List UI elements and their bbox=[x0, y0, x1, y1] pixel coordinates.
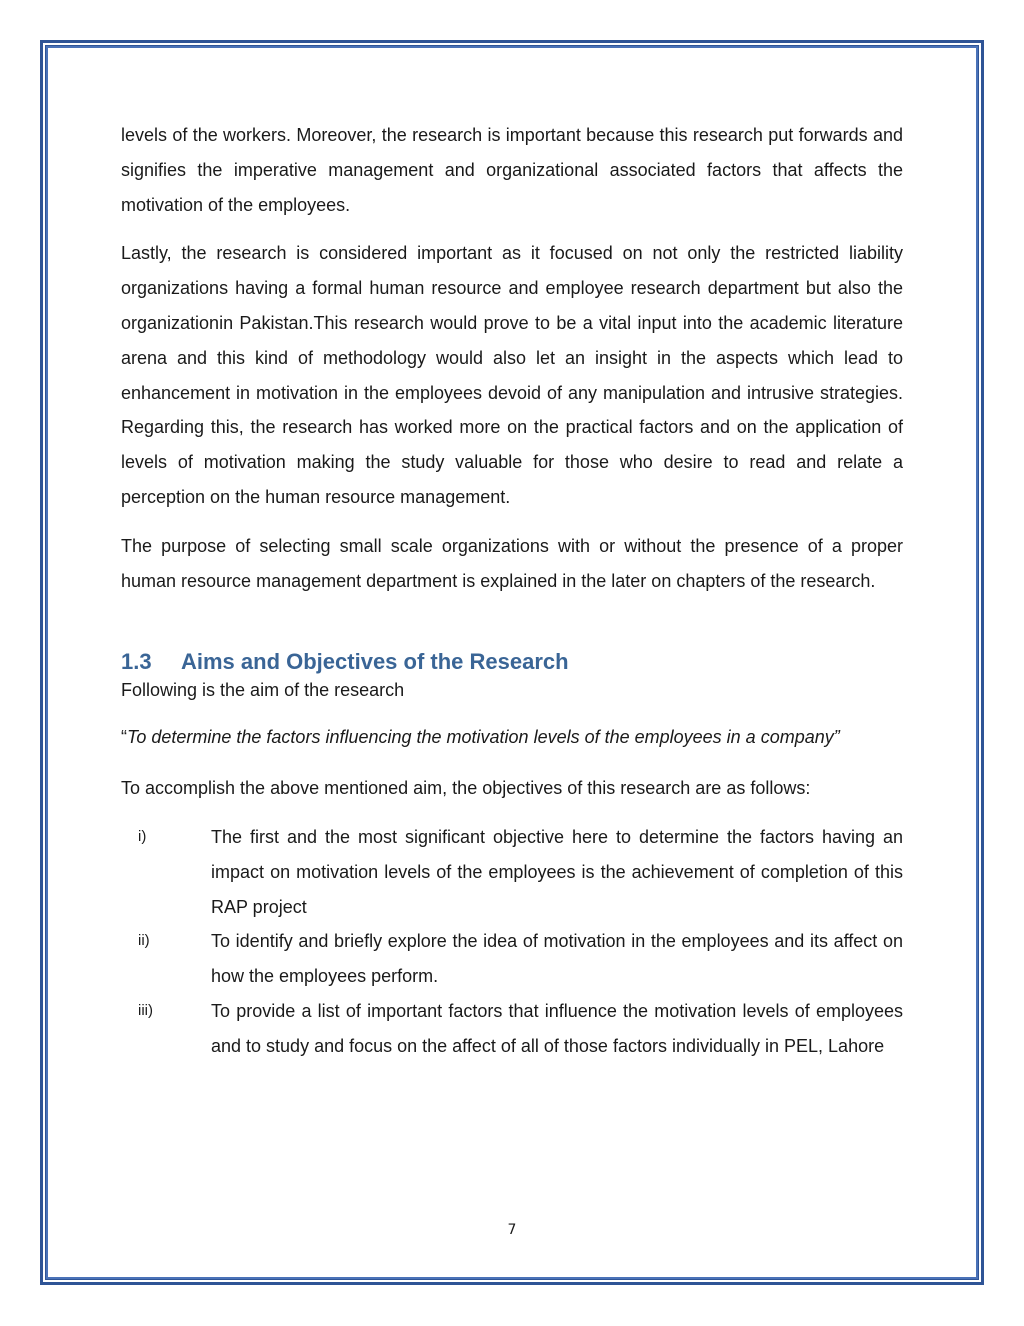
section-lead: Following is the aim of the research bbox=[121, 680, 405, 701]
objective-text: To provide a list of important factors that influence the motivation levels of employees and to study and focus on the affect of all of those factors individually in PEL, Lahore bbox=[211, 1000, 903, 1056]
aim-text: To determine the factors influencing the motivation levels of the employees in a company” bbox=[127, 727, 840, 748]
aim-statement bbox=[121, 720, 903, 755]
objective-numeral: iii) bbox=[138, 1001, 153, 1019]
objective-item bbox=[121, 994, 903, 1064]
paragraph-2: Lastly, the research is considered important as it focused on not only the restricted liability organizations having a formal human resource and employee research department but also the organizationin Pakistan.This research would prove to be a vital input into the academic literature arena and this kind of methodology would also let an insight in the aspects which lead to enhancement in motivation in the employees devoid of any manipulation and intrusive strategies. Regarding this, the research has worked more on the practical factors and on the application of levels of motivation making the study valuable for those who desire to read and relate a perception on the human resource management. bbox=[121, 243, 903, 507]
objectives-list bbox=[121, 820, 903, 1064]
objective-item bbox=[121, 924, 903, 994]
section-title: Aims and Objectives of the Research bbox=[181, 649, 569, 675]
page-content bbox=[121, 118, 903, 1064]
objective-text: To identify and briefly explore the idea of motivation in the employees and its affect on how the employees perform. bbox=[211, 931, 903, 987]
aim-open-quote: “ bbox=[121, 727, 127, 748]
paragraph-1: levels of the workers. Moreover, the research is important because this research put forwards and signifies the imperative management and organizational associated factors that affects the motivation of the employees. bbox=[121, 125, 903, 215]
section-heading bbox=[121, 648, 903, 676]
objective-item bbox=[121, 820, 903, 924]
objective-numeral: i) bbox=[138, 827, 147, 845]
page-number: 7 bbox=[507, 1222, 517, 1238]
paragraph-3: The purpose of selecting small scale organizations with or without the presence of a proper human resource management department is explained in the later on chapters of the research. bbox=[121, 535, 903, 591]
objectives-intro: To accomplish the above mentioned aim, the objectives of this research are as follows: bbox=[121, 778, 811, 799]
objective-numeral: ii) bbox=[138, 932, 150, 950]
objective-text: The first and the most significant objective here to determine the factors having an impact on motivation levels of the employees is the achievement of completion of this RAP project bbox=[211, 826, 903, 917]
section-number: 1.3 bbox=[121, 649, 152, 675]
